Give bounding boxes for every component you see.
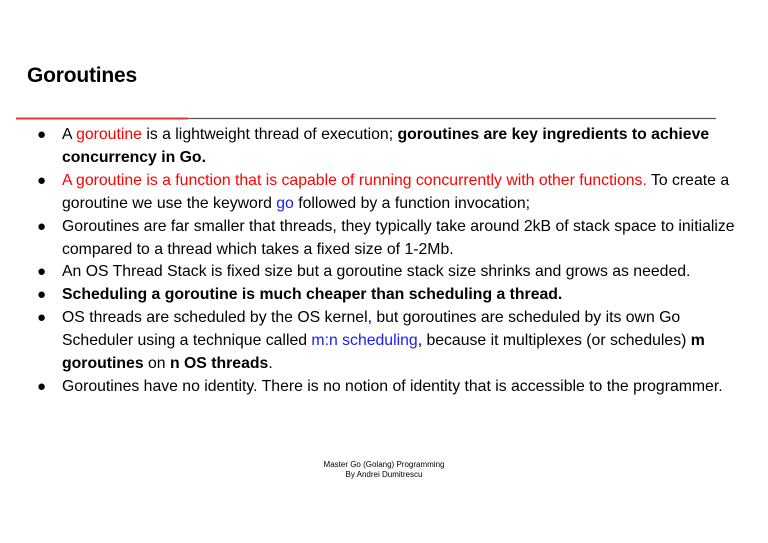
- bullet-item-stack-size: [0, 216, 740, 262]
- keyword-mn-scheduling: m:n scheduling: [311, 332, 418, 350]
- slide-title: Goroutines: [27, 64, 138, 87]
- bold-m-goroutines: m goroutines: [62, 332, 705, 373]
- footer-author: By Andrei Dumitrescu: [345, 470, 423, 479]
- bullet-text: , because it multiplexes (or schedules): [417, 332, 691, 350]
- highlight-function-concurrent: A goroutine is a function that is capable of running concurrently with other functions.: [62, 171, 647, 189]
- bullet-text: Goroutines have no identity. There is no notion of identity that is accessible to the programmer.: [62, 377, 723, 395]
- bullet-text: .: [268, 355, 273, 373]
- bullet-text: Goroutines are far smaller that threads, they typically take around 2kB of stack space to initialize compared to a thread which takes a fixed size of 1-2Mb.: [62, 217, 735, 258]
- bullet-item-scheduling-cost: [0, 284, 740, 307]
- bullet-icon: ●: [37, 217, 47, 235]
- bullet-item-create-goroutine: [0, 170, 740, 216]
- bullet-text: is a lightweight thread of execution;: [141, 126, 398, 143]
- bold-key-ingredients: goroutines are key ingredients to achieve concurrency in Go.: [62, 126, 710, 166]
- bullet-text: followed by a function invocation;: [293, 194, 531, 212]
- bold-scheduling-cheaper: Scheduling a goroutine is much cheaper than scheduling a thread.: [62, 286, 563, 304]
- slide-footer: [0, 460, 768, 480]
- bullet-item-mn-scheduling: [0, 307, 740, 376]
- bullet-text: To create a goroutine we use the keyword: [62, 171, 730, 212]
- bullet-icon: ●: [37, 377, 47, 395]
- bullet-item-no-identity: [0, 376, 740, 399]
- bullet-text: A: [62, 126, 77, 143]
- bullet-icon: ●: [37, 263, 47, 281]
- bullet-text: An OS Thread Stack is fixed size but a goroutine stack size shrinks and grows as needed.: [62, 263, 691, 281]
- bold-n-os-threads: n OS threads: [169, 355, 269, 373]
- highlight-goroutine: goroutine: [76, 126, 142, 143]
- title-underline: [16, 117, 716, 120]
- bullet-icon: ●: [37, 309, 47, 327]
- bullet-icon: ●: [37, 126, 47, 143]
- footer-course-title: Master Go (Golang) Programming: [323, 460, 445, 469]
- bullet-text: OS threads are scheduled by the OS kernel, but goroutines are scheduled by its own Go Scheduler using a technique called: [62, 309, 681, 350]
- bullet-icon: ●: [37, 171, 47, 189]
- bullet-item-goroutine-definition: [0, 124, 740, 170]
- bullet-list: [0, 124, 740, 399]
- bullet-text: on: [143, 355, 170, 373]
- bullet-icon: ●: [37, 286, 47, 304]
- keyword-go: go: [276, 194, 294, 212]
- bullet-item-os-thread-stack: [0, 261, 740, 284]
